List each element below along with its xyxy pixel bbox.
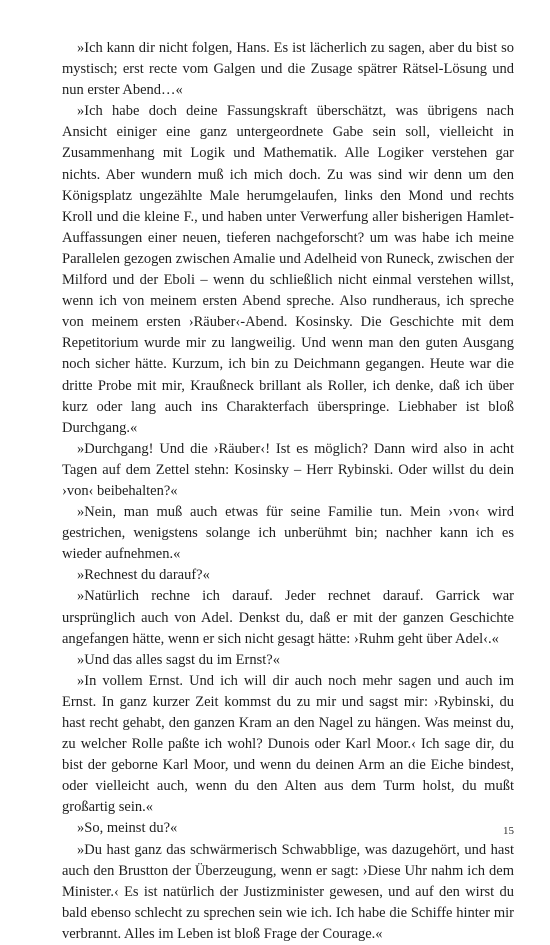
paragraph-10: »Du hast ganz das schwärmerisch Schwabblige, was dazugehört, und hast auch den Brustton der Überzeugung, wenn er sagt: ›Diese Uhr nahm ich dem Minister.‹ Es ist natürlich der Justizminister gewesen, und auf den wirst du bald ebenso schlecht zu sprechen sein wie ich. Ich habe die Schiffe hinter mir verbrannt. Alles im Leben ist bloß Frage der Courage.«	[62, 841, 514, 942]
paragraph-7: »Und das alles sagst du im Ernst?«	[77, 651, 280, 668]
paragraph-1: »Ich kann dir nicht folgen, Hans. Es ist lächerlich zu sagen, aber du bist so mystisch; erst recte vom Galgen und die Zusage spätrer Rätsel-Lösung und nun erster Abend…«	[62, 40, 514, 99]
paragraph-5: »Rechnest du darauf?«	[77, 567, 210, 584]
paragraph-3: »Durchgang! Und die ›Räuber‹! Ist es möglich? Dann wird also in acht Tagen auf dem Zettel stehn: Kosinsky – Herr Rybinski. Oder willst du dein ›von‹ beibehalten?«	[62, 440, 514, 499]
paragraph-4: »Nein, man muß auch etwas für seine Familie tun. Mein ›von‹ wird gestrichen, wenigstens solange ich unberühmt bin; nachher kann ich es wieder aufnehmen.«	[62, 504, 514, 563]
paragraph-8: »In vollem Ernst. Und ich will dir auch noch mehr sagen und auch im Ernst. In ganz kurzer Zeit kommst du zu mir und sagst mir: ›Rybinski, du hast recht gehabt, den ganzen Kram an den Nagel zu hängen. Was meinst du, zu welcher Rolle paßte ich wohl? Dunois oder Karl Moor.‹ Ich sage dir, du bist der geborne Karl Moor, und wenn du deinen Arm an die Eiche bindest, oder vielleicht auch, wenn du den Alten aus dem Turm holst, du mußt großartig sein.«	[62, 672, 514, 816]
paragraph-2: »Ich habe doch deine Fassungskraft überschätzt, was übrigens nach Ansicht einiger eine ganz untergeordnete Gabe sein soll, vielleicht in Zusammenhang mit Logik und Mathematik. Alle Logiker verstehen gar nichts. Aber wundern muß ich mich doch. Zu was sind wir denn um den Königsplatz ungezählte Male herumgelaufen, links den Mond und rechts Kroll und die kleine F., und haben unter Verwerfung aller bisherigen Hamlet-Auffassungen einer neuen, tieferen nachgeforscht? um was habe ich meine Parallelen gezogen zwischen Amalie und Adelheid von Runeck, zwischen der Milford und der Eboli – wenn du schließlich nicht einmal verstehen willst, wenn ich von meinem ersten Abend spreche. Also rundheraus, ich spreche von meinem ersten ›Räuber‹-Abend. Kosinsky. Die Geschichte mit dem Repetitorium wurde mir zu langweilig. Und wenn man den guten Ausgang noch sicher hätte. Kurzum, ich bin zu Deichmann gegangen. Heute war die dritte Probe mit mir, Kraußneck brillant als Roller, ich denke, daß ich über kurz oder lang auch ins Charakterfach überspringe. Liebhaber ist bloß Durchgang.«	[62, 103, 514, 436]
page-number: 15	[503, 825, 514, 837]
paragraph-9: »So, meinst du?«	[77, 820, 178, 837]
paragraph-6: »Natürlich rechne ich darauf. Jeder rechnet darauf. Garrick war ursprünglich auch von Adel. Denkst du, daß er mit der ganzen Geschichte angefangen hätte, wenn er sich nicht gesagt hätte: ›Ruhm geht über Adel‹.«	[62, 588, 514, 647]
body-text	[62, 38, 514, 945]
